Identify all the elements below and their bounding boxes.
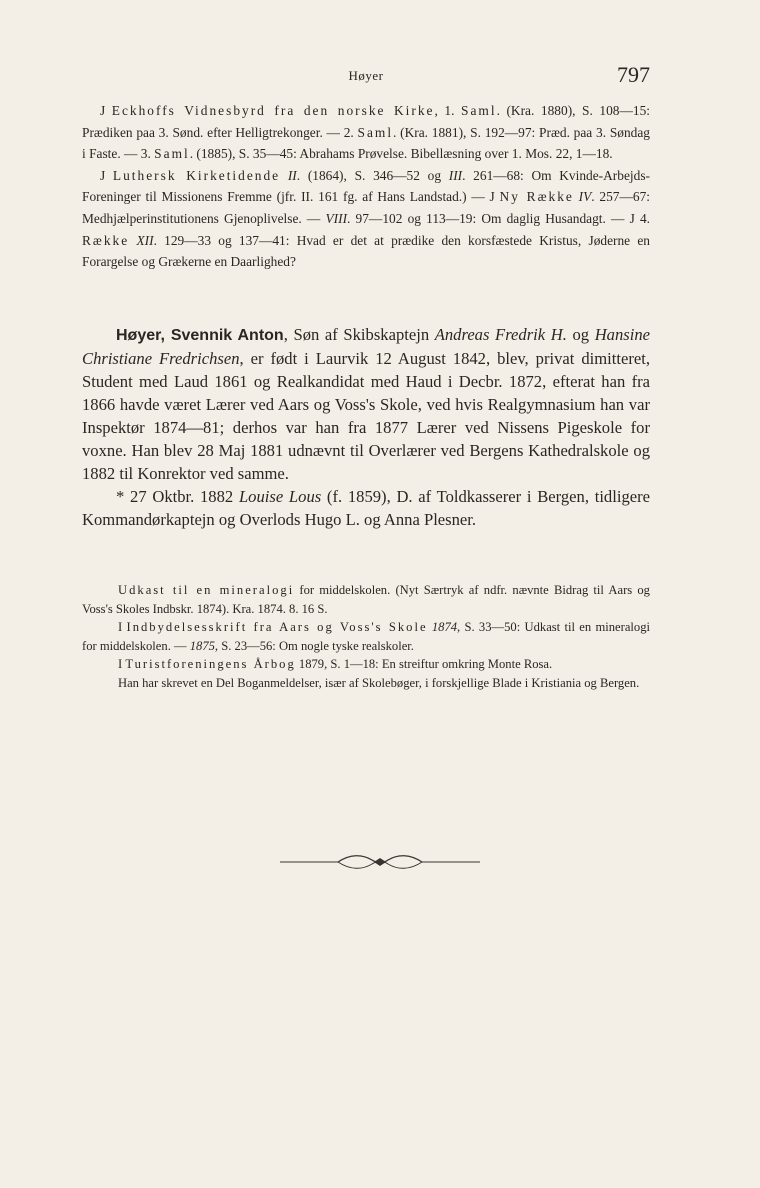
running-title: Høyer: [348, 68, 384, 83]
page-header: [82, 62, 650, 92]
marriage-paragraph: * 27 Oktbr. 1882 Louise Lous (f. 1859), D. af Toldkasserer i Bergen, tidligere Kommandørkaptejn og Overlods Hugo L. og Anna Plesner.: [82, 487, 650, 529]
page-number: 797: [617, 62, 650, 87]
bibliography-item-3: I Turistforeningens Årbog 1879, S. 1—18: En streiftur omkring Monte Rosa.: [118, 657, 553, 672]
biography-entry: [82, 323, 650, 531]
biography-paragraph: Høyer, Svennik Anton, Søn af Skibskaptejn Andreas Fredrik H. og Hansine Christiane Fredrichsen, er født i Laurvik 12 August 1842, blev, privat dimitteret, Student med Laud 1861 og Realkandidat med Haud i Decbr. 1872, efterat han fra 1866 havde været Lærer ved Aars og Voss's Skole, ved hvis Realgymnasium han var Inspektør 1874—81; derhos var han fra 1877 Lærer ved Nissens Pigeskole for voxne. Han blev 28 Maj 1881 udnævnt til Overlærer ved Bergens Kathedralskole og 1882 til Konrektor ved samme.: [82, 325, 651, 483]
previous-entry-item-2: J Luthersk Kirketidende II. (1864), S. 346—52 og III. 261—68: Om Kvinde-Arbejds-Foreninger til Missionens Fremme (jfr. II. 161 fg. af Hans Landstad.) — J Ny Række IV. 257—67: Medhjælperinstitutionens Gjenoplivelse. — VIII. 97—102 og 113—19: Om daglig Husandagt. — J 4. Række XII. 129—33 og 137—41: Hvad er det at prædike den korsfæstede Kristus, Jøderne en Forargelse og Grækerne en Daarlighed?: [82, 167, 651, 270]
bibliography: [82, 581, 650, 693]
bibliography-item-4: Han har skrevet en Del Boganmeldelser, især af Skolebøger, i forskjellige Blade i Kristiania og Bergen.: [118, 675, 640, 690]
previous-entry-item-1: J Eckhoffs Vidnesbyrd fra den norske Kirke, 1. Saml. (Kra. 1880), S. 108—15: Prædiken paa 3. Sønd. efter Helligtrekonger. — 2. Saml. (Kra. 1881), S. 192—97: Præd. paa 3. Søndag i Faste. — 3. Saml. (1885), S. 35—45: Abrahams Prøvelse. Bibellæsning over 1. Mos. 22, 1—18.: [82, 103, 651, 162]
previous-entry-bibliography: [82, 100, 650, 273]
entry-name: Høyer, Svennik Anton: [116, 327, 284, 344]
bibliography-item-2: I Indbydelsesskrift fra Aars og Voss's Skole 1874, S. 33—50: Udkast til en mineralogi for middelskolen. — 1875, S. 23—56: Om nogle tyske realskoler.: [82, 620, 651, 653]
bibliography-item-1: Udkast til en mineralogi for middelskolen. (Nyt Særtryk af ndfr. nævnte Bidrag til Aars og Voss's Skoles Indbskr. 1874). Kra. 1874. 8. 16 S.: [82, 583, 650, 616]
end-ornament-icon: [280, 850, 480, 874]
